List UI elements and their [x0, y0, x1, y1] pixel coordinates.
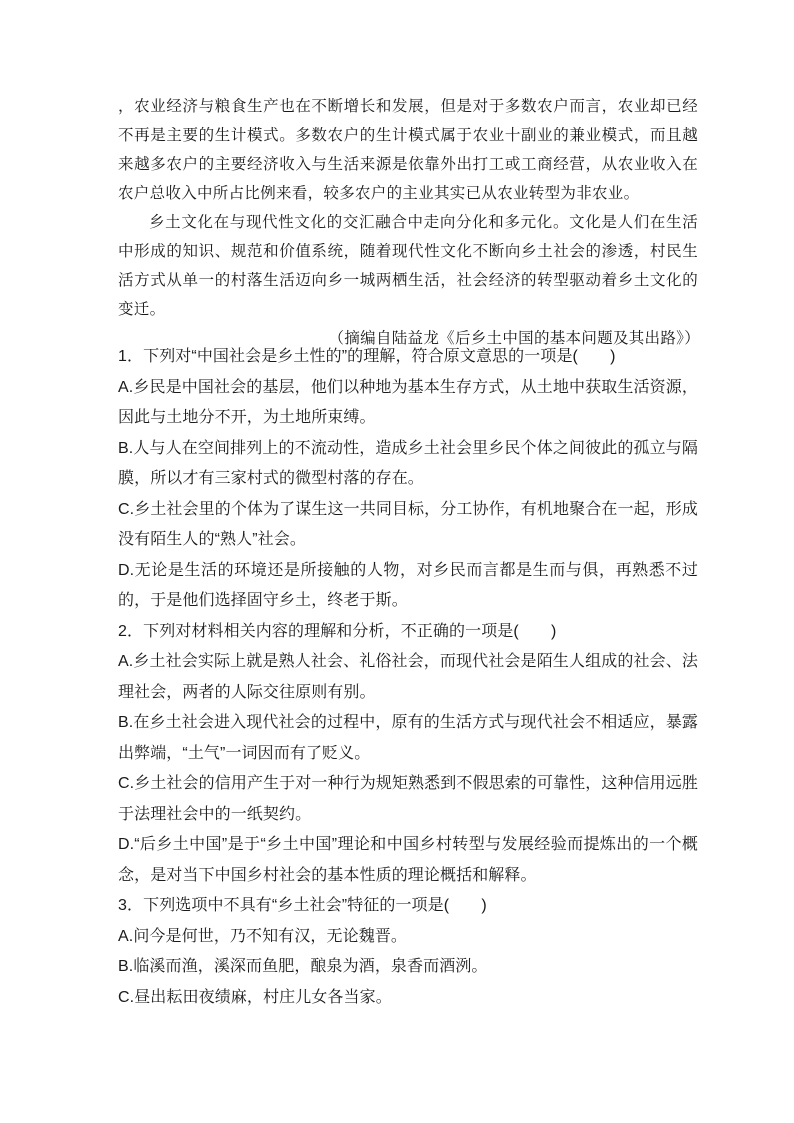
question-1: [118, 342, 698, 617]
question-3: [118, 891, 698, 1013]
option-b: B.人与人在空间排列上的不流动性，造成乡土社会里乡民个体之间彼此的孤立与隔膜，所以才有三家村式的微型村落的存在。: [118, 439, 698, 487]
reading-passage: [118, 92, 698, 353]
question-stem: 2．下列对材料相关内容的理解和分析，不正确的一项是( ): [118, 622, 557, 640]
question-2: [118, 617, 698, 892]
option-a: A.乡土社会实际上就是熟人社会、礼俗社会，而现代社会是陌生人组成的社会、法理社会，两者的人际交往原则有别。: [118, 653, 698, 701]
question-list: [118, 342, 698, 1013]
option-a: A.问今是何世，乃不知有汉，无论魏晋。: [118, 927, 408, 945]
option-d: D.“后乡土中国”是于“乡土中国”理论和中国乡村转型与发展经验而提炼出的一个概念，是对当下中国乡村社会的基本性质的理论概括和解释。: [118, 836, 698, 884]
question-stem: 1．下列对“中国社会是乡土性的”的理解，符合原文意思的一项是( ): [118, 348, 616, 365]
option-c: C.乡土社会里的个体为了谋生这一共同目标，分工协作，有机地聚合在一起，形成没有陌生人的“熟人”社会。: [118, 500, 698, 548]
option-c: C.乡土社会的信用产生于对一种行为规矩熟悉到不假思索的可靠性，这种信用远胜于法理社会中的一纸契约。: [118, 775, 698, 823]
option-d: D.无论是生活的环境还是所接触的人物，对乡民而言都是生而与俱，再熟悉不过的，于是他们选择固守乡土，终老于斯。: [118, 561, 698, 609]
option-b: B.临溪而渔，溪深而鱼肥，酿泉为酒，泉香而酒洌。: [118, 958, 488, 975]
passage-paragraph: ，农业经济与粮食生产也在不断增长和发展，但是对于多数农户而言，农业却已经不再是主要的生计模式。多数农户的生计模式属于农业十副业的兼业模式，而且越来越多农户的主要经济收入与生活来源是依靠外出打工或工商经营，从农业收入在农户总收入中所占比例来看，较多农户的主业其实已从农业转型为非农业。: [118, 97, 698, 202]
option-a: A.乡民是中国社会的基层，他们以种地为基本生存方式，从土地中获取生活资源，因此与土地分不开，为土地所束缚。: [118, 378, 698, 426]
question-stem: 3．下列选项中不具有“乡土社会”特征的一项是( ): [118, 897, 487, 914]
passage-source: （摘编自陆益龙《后乡土中国的基本问题及其出路》）: [328, 329, 700, 347]
option-b: B.在乡土社会进入现代社会的过程中，原有的生活方式与现代社会不相适应，暴露出弊端，“土气”一词因而有了贬义。: [118, 714, 698, 762]
passage-paragraph: 乡土文化在与现代性文化的交汇融合中走向分化和多元化。文化是人们在生活中形成的知识、规范和价值系统，随着现代性文化不断向乡土社会的渗透，村民生活方式从单一的村落生活迈向乡一城两栖生活，社会经济的转型驱动着乡土文化的变迁。: [118, 213, 698, 318]
option-c: C.昼出耘田夜绩麻，村庄儿女各当家。: [118, 988, 392, 1006]
